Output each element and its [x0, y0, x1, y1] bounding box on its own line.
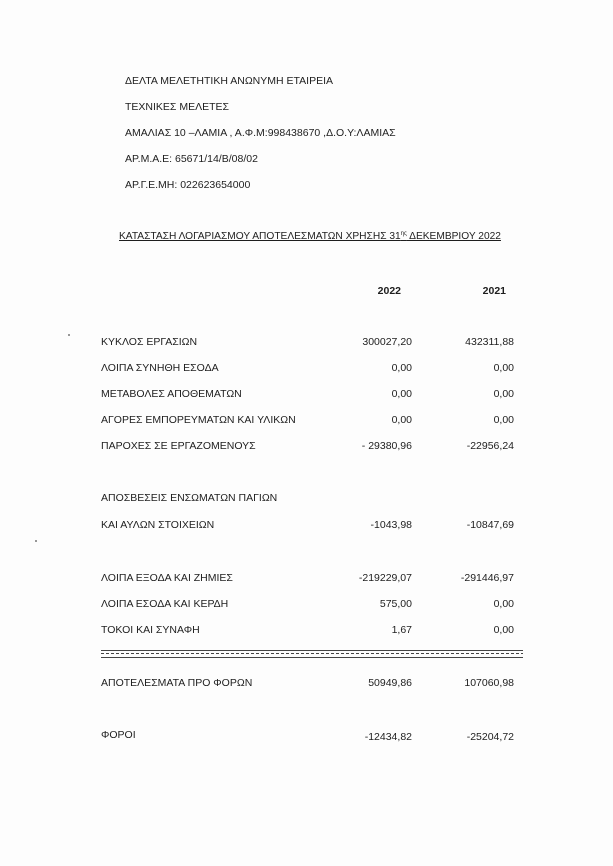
row-label: ΚΑΙ ΑΥΛΩΝ ΣΤΟΙΧΕΙΩΝ	[101, 519, 215, 531]
statement-row	[0, 414, 613, 428]
row-value-2021: 0,00	[493, 388, 514, 400]
row-value-2022: 300027,20	[362, 336, 412, 348]
row-label: ΛΟΙΠΑ ΣΥΝΗΘΗ ΕΣΟΔΑ	[101, 362, 219, 374]
row-label: ΑΠΟΣΒΕΣΕΙΣ ΕΝΣΩΜΑΤΩΝ ΠΑΓΙΩΝ	[101, 492, 278, 504]
row-value-2021: 0,00	[493, 598, 514, 610]
row-label: ΛΟΙΠΑ ΕΣΟΔΑ ΚΑΙ ΚΕΡΔΗ	[101, 598, 229, 610]
statement-row	[0, 336, 613, 350]
statement-row	[0, 388, 613, 402]
row-label: ΑΓΟΡΕΣ ΕΜΠΟΡΕΥΜΑΤΩΝ ΚΑΙ ΥΛΙΚΩΝ	[101, 414, 296, 426]
statement-row	[0, 492, 613, 506]
company-address: ΑΜΑΛΙΑΣ 10 –ΛΑΜΙΑ , Α.Φ.Μ:998438670 ,Δ.Ο.Υ:ΛΑΜΙΑΣ	[125, 127, 396, 139]
row-label: ΤΟΚΟΙ ΚΑΙ ΣΥΝΑΦΗ	[101, 624, 200, 636]
column-header-2022: 2022	[377, 285, 401, 297]
row-value-2022: -1043,98	[370, 519, 412, 531]
row-value-2021: 0,00	[493, 624, 514, 636]
row-value-2022: 1,67	[391, 624, 412, 636]
row-label: ΚΥΚΛΟΣ ΕΡΓΑΣΙΩΝ	[101, 336, 198, 348]
row-label: ΠΑΡΟΧΕΣ ΣΕ ΕΡΓΑΖΟΜΕΝΟΥΣ	[101, 440, 256, 452]
row-value-2021: -22956,24	[466, 440, 514, 452]
row-value-2021: -291446,97	[460, 572, 514, 584]
row-value-2022: 0,00	[391, 414, 412, 426]
statement-row-total	[0, 677, 613, 691]
statement-row	[0, 519, 613, 533]
row-label: ΜΕΤΑΒΟΛΕΣ ΑΠΟΘΕΜΑΤΩΝ	[101, 388, 242, 400]
row-value-2021: 432311,88	[465, 336, 514, 348]
column-header-2021: 2021	[482, 285, 506, 297]
double-rule-separator	[101, 650, 523, 658]
row-label: ΑΠΟΤΕΛΕΣΜΑΤΑ ΠΡΟ ΦΟΡΩΝ	[101, 677, 253, 689]
company-activity: ΤΕΧΝΙΚΕΣ ΜΕΛΕΤΕΣ	[125, 101, 230, 113]
row-label: ΦΟΡΟΙ	[101, 729, 136, 741]
statement-title-sup: ης	[400, 231, 407, 237]
row-value-2021: -10847,69	[466, 519, 514, 531]
statement-row	[0, 598, 613, 612]
statement-title-main: ΚΑΤΑΣΤΑΣΗ ΛΟΓΑΡΙΑΣΜΟΥ ΑΠΟΤΕΛΕΣΜΑΤΩΝ ΧΡΗΣΗΣ 31	[119, 231, 401, 242]
row-value-2022: -219229,07	[358, 572, 412, 584]
statement-title-end: ΔΕΚΕΜΒΡΙΟΥ 2022	[406, 231, 501, 242]
scan-speck	[68, 334, 70, 336]
statement-row	[0, 624, 613, 638]
row-label: ΛΟΙΠΑ ΕΞΟΔΑ ΚΑΙ ΖΗΜΙΕΣ	[101, 572, 233, 584]
row-value-2022: 0,00	[391, 362, 412, 374]
row-value-2022: 0,00	[391, 388, 412, 400]
company-gemi: ΑΡ.Γ.Ε.ΜΗ: 022623654000	[125, 179, 251, 191]
row-value-2021: -25204,72	[466, 731, 514, 743]
statement-row	[0, 572, 613, 586]
statement-title	[119, 231, 499, 242]
statement-row	[0, 362, 613, 376]
scan-speck	[35, 540, 37, 542]
row-value-2021: 0,00	[493, 414, 514, 426]
company-registry: ΑΡ.Μ.Α.Ε: 65671/14/Β/08/02	[125, 153, 258, 165]
row-value-2021: 0,00	[493, 362, 514, 374]
row-value-2022: 575,00	[379, 598, 412, 610]
row-value-2022: - 29380,96	[361, 440, 412, 452]
row-value-2021: 107060,98	[464, 677, 514, 689]
statement-row-taxes	[0, 729, 613, 743]
row-value-2022: 50949,86	[368, 677, 412, 689]
row-value-2022: -12434,82	[364, 731, 412, 743]
company-name: ΔΕΛΤΑ ΜΕΛΕΤΗΤΙΚΗ ΑΝΩΝΥΜΗ ΕΤΑΙΡΕΙΑ	[125, 75, 334, 87]
statement-row	[0, 440, 613, 454]
